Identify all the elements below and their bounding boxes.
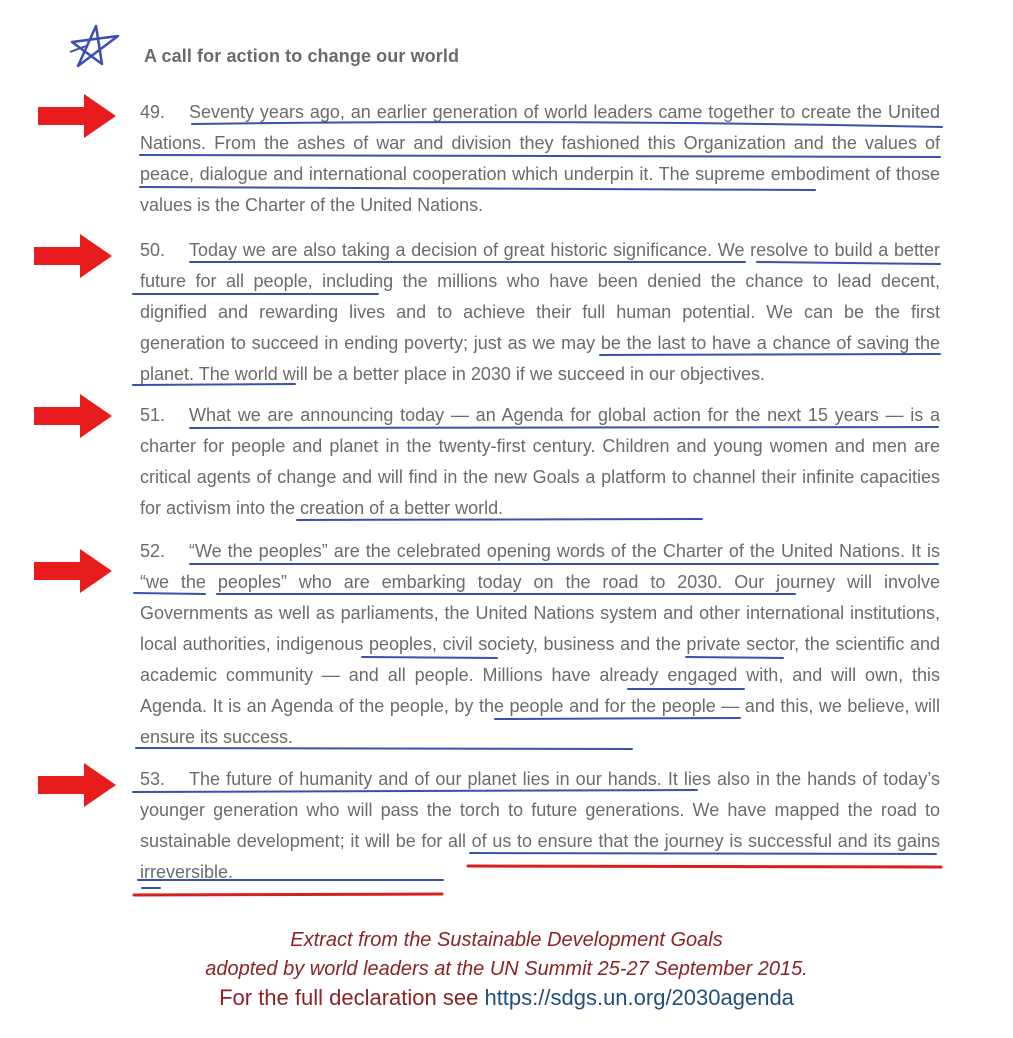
caption-line-3: [0, 983, 1013, 1013]
paragraph-text: Seventy years ago, an earlier generation of world leaders came together to create the United Nations. From the ashes of war and division they fashioned this Organization and the values of peace, dialogue and international cooperation which underpin it. The supreme embodiment of those values is the Charter of the United Nations.: [140, 102, 940, 215]
paragraph-number: 53.: [140, 769, 166, 789]
caption-line-2: adopted by world leaders at the UN Summit 25-27 September 2015.: [205, 958, 808, 980]
paragraph-51: [140, 400, 940, 524]
declaration-link[interactable]: https://sdgs.un.org/2030agenda: [484, 985, 794, 1010]
red-arrow-icon: [34, 549, 114, 593]
red-arrow-icon: [38, 763, 118, 807]
paragraph-number: 51.: [140, 405, 166, 425]
paragraph-53: [140, 764, 940, 888]
hand-drawn-star-icon: [66, 22, 124, 72]
caption-prefix: For the full declaration see: [219, 985, 485, 1010]
paragraph-text: What we are announcing today — an Agenda for global action for the next 15 years — is a charter for people and planet in the twenty-first century. Children and young women and men are critical agents of change and will find in the new Goals a platform to channel their infinite capacities for activism into the creation of a better world.: [140, 405, 940, 518]
red-arrow-icon: [34, 394, 114, 438]
paragraph-number: 52.: [140, 541, 166, 561]
paragraph-text: The future of humanity and of our planet lies in our hands. It lies also in the hands of today’s younger generation who will pass the torch to future generations. We have mapped the road to sustainable development; it will be for all of us to ensure that the journey is successful and its gains irreversible.: [140, 769, 940, 882]
paragraph-52: [140, 536, 940, 753]
paragraph-number: 49.: [140, 102, 166, 122]
paragraph-49: [140, 97, 940, 221]
red-arrow-icon: [34, 234, 114, 278]
paragraph-50: [140, 235, 940, 390]
red-arrow-icon: [38, 94, 118, 138]
paragraph-text: “We the peoples” are the celebrated opening words of the Charter of the United Nations. It is “we the peoples” who are embarking today on the road to 2030. Our journey will involve Governments as well as parliaments, the United Nations system and other international institutions, local authorities, indigenous peoples, civil society, business and the private sector, the scientific and academic community — and all people. Millions have already engaged with, and will own, this Agenda. It is an Agenda of the people, by the people and for the people — and this, we believe, will ensure its success.: [140, 541, 940, 747]
section-heading: A call for action to change our world: [144, 46, 460, 66]
caption-line-1: Extract from the Sustainable Development Goals: [290, 929, 723, 951]
paragraph-text: Today we are also taking a decision of great historic significance. We resolve to build a better future for all people, including the millions who have been denied the chance to lead decent, dignified and rewarding lives and to achieve their full human potential. We can be the first generation to succeed in ending poverty; just as we may be the last to have a chance of saving the planet. The world will be a better place in 2030 if we succeed in our objectives.: [140, 240, 940, 384]
paragraph-number: 50.: [140, 240, 166, 260]
